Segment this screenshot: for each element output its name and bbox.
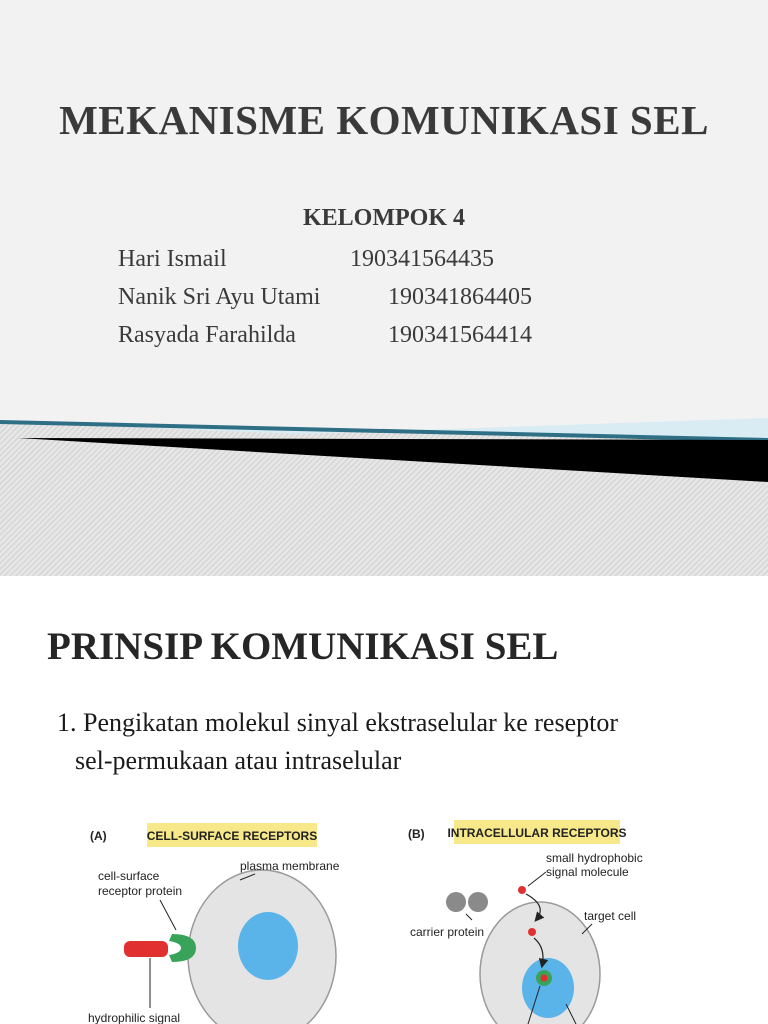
point-number: 1. xyxy=(57,708,77,737)
panel-a-header: CELL-SURFACE RECEPTORS xyxy=(146,829,318,843)
receptor-pointer-line xyxy=(160,900,176,930)
hydrophilic-signal-molecule xyxy=(124,941,168,957)
label-hydrophilic-signal: hydrophilic signal xyxy=(88,1011,181,1024)
point-text-line2: sel-permukaan atau intraselular xyxy=(75,746,402,775)
group-label: KELOMPOK 4 xyxy=(303,205,465,231)
label-signal-line2: signal molecule xyxy=(546,865,629,879)
label-carrier-protein: carrier protein xyxy=(410,925,485,939)
carrier-protein-right xyxy=(468,892,488,912)
member-name: Nanik Sri Ayu Utami xyxy=(118,284,321,310)
nucleus-a xyxy=(238,912,298,980)
decorative-band xyxy=(0,410,768,576)
nucleus-b xyxy=(522,958,574,1018)
signal-molecule-outside xyxy=(518,886,526,894)
panel-b-letter: (B) xyxy=(408,827,425,841)
member-row-2 xyxy=(118,284,532,311)
member-nim: 190341564414 xyxy=(388,322,532,348)
carrier-protein-left xyxy=(446,892,466,912)
member-row-3 xyxy=(118,322,532,349)
carrier-pointer-line xyxy=(466,914,472,920)
label-signal-line1: small hydrophobic xyxy=(546,851,643,865)
member-nim: 190341864405 xyxy=(388,284,532,310)
bound-signal-molecule xyxy=(541,975,548,982)
panel-a-letter: (A) xyxy=(90,829,107,843)
member-nim: 190341564435 xyxy=(350,246,494,272)
panel-b xyxy=(408,820,643,1024)
point-text-line1: Pengikatan molekul sinyal ekstraselular ke reseptor xyxy=(83,708,619,737)
member-row-1 xyxy=(118,246,494,273)
panel-a xyxy=(88,823,340,1024)
panel-b-header: INTRACELLULAR RECEPTORS xyxy=(447,826,627,840)
bullet-point xyxy=(57,704,618,780)
label-membrane: plasma membrane xyxy=(240,859,340,873)
member-name: Rasyada Farahilda xyxy=(118,322,296,348)
member-name: Hari Ismail xyxy=(118,246,227,272)
signal-molecule-inside xyxy=(528,928,536,936)
presentation-title: MEKANISME KOMUNIKASI SEL xyxy=(59,97,709,143)
signal-pointer-b-line xyxy=(528,872,546,886)
slide-title: PRINSIP KOMUNIKASI SEL xyxy=(47,625,559,668)
content-slide xyxy=(0,576,768,1024)
label-target-cell: target cell xyxy=(584,909,637,923)
label-receptor-line1: cell-surface xyxy=(98,869,160,883)
label-receptor-line2: receptor protein xyxy=(98,884,183,898)
receptor-diagram xyxy=(0,808,768,1024)
